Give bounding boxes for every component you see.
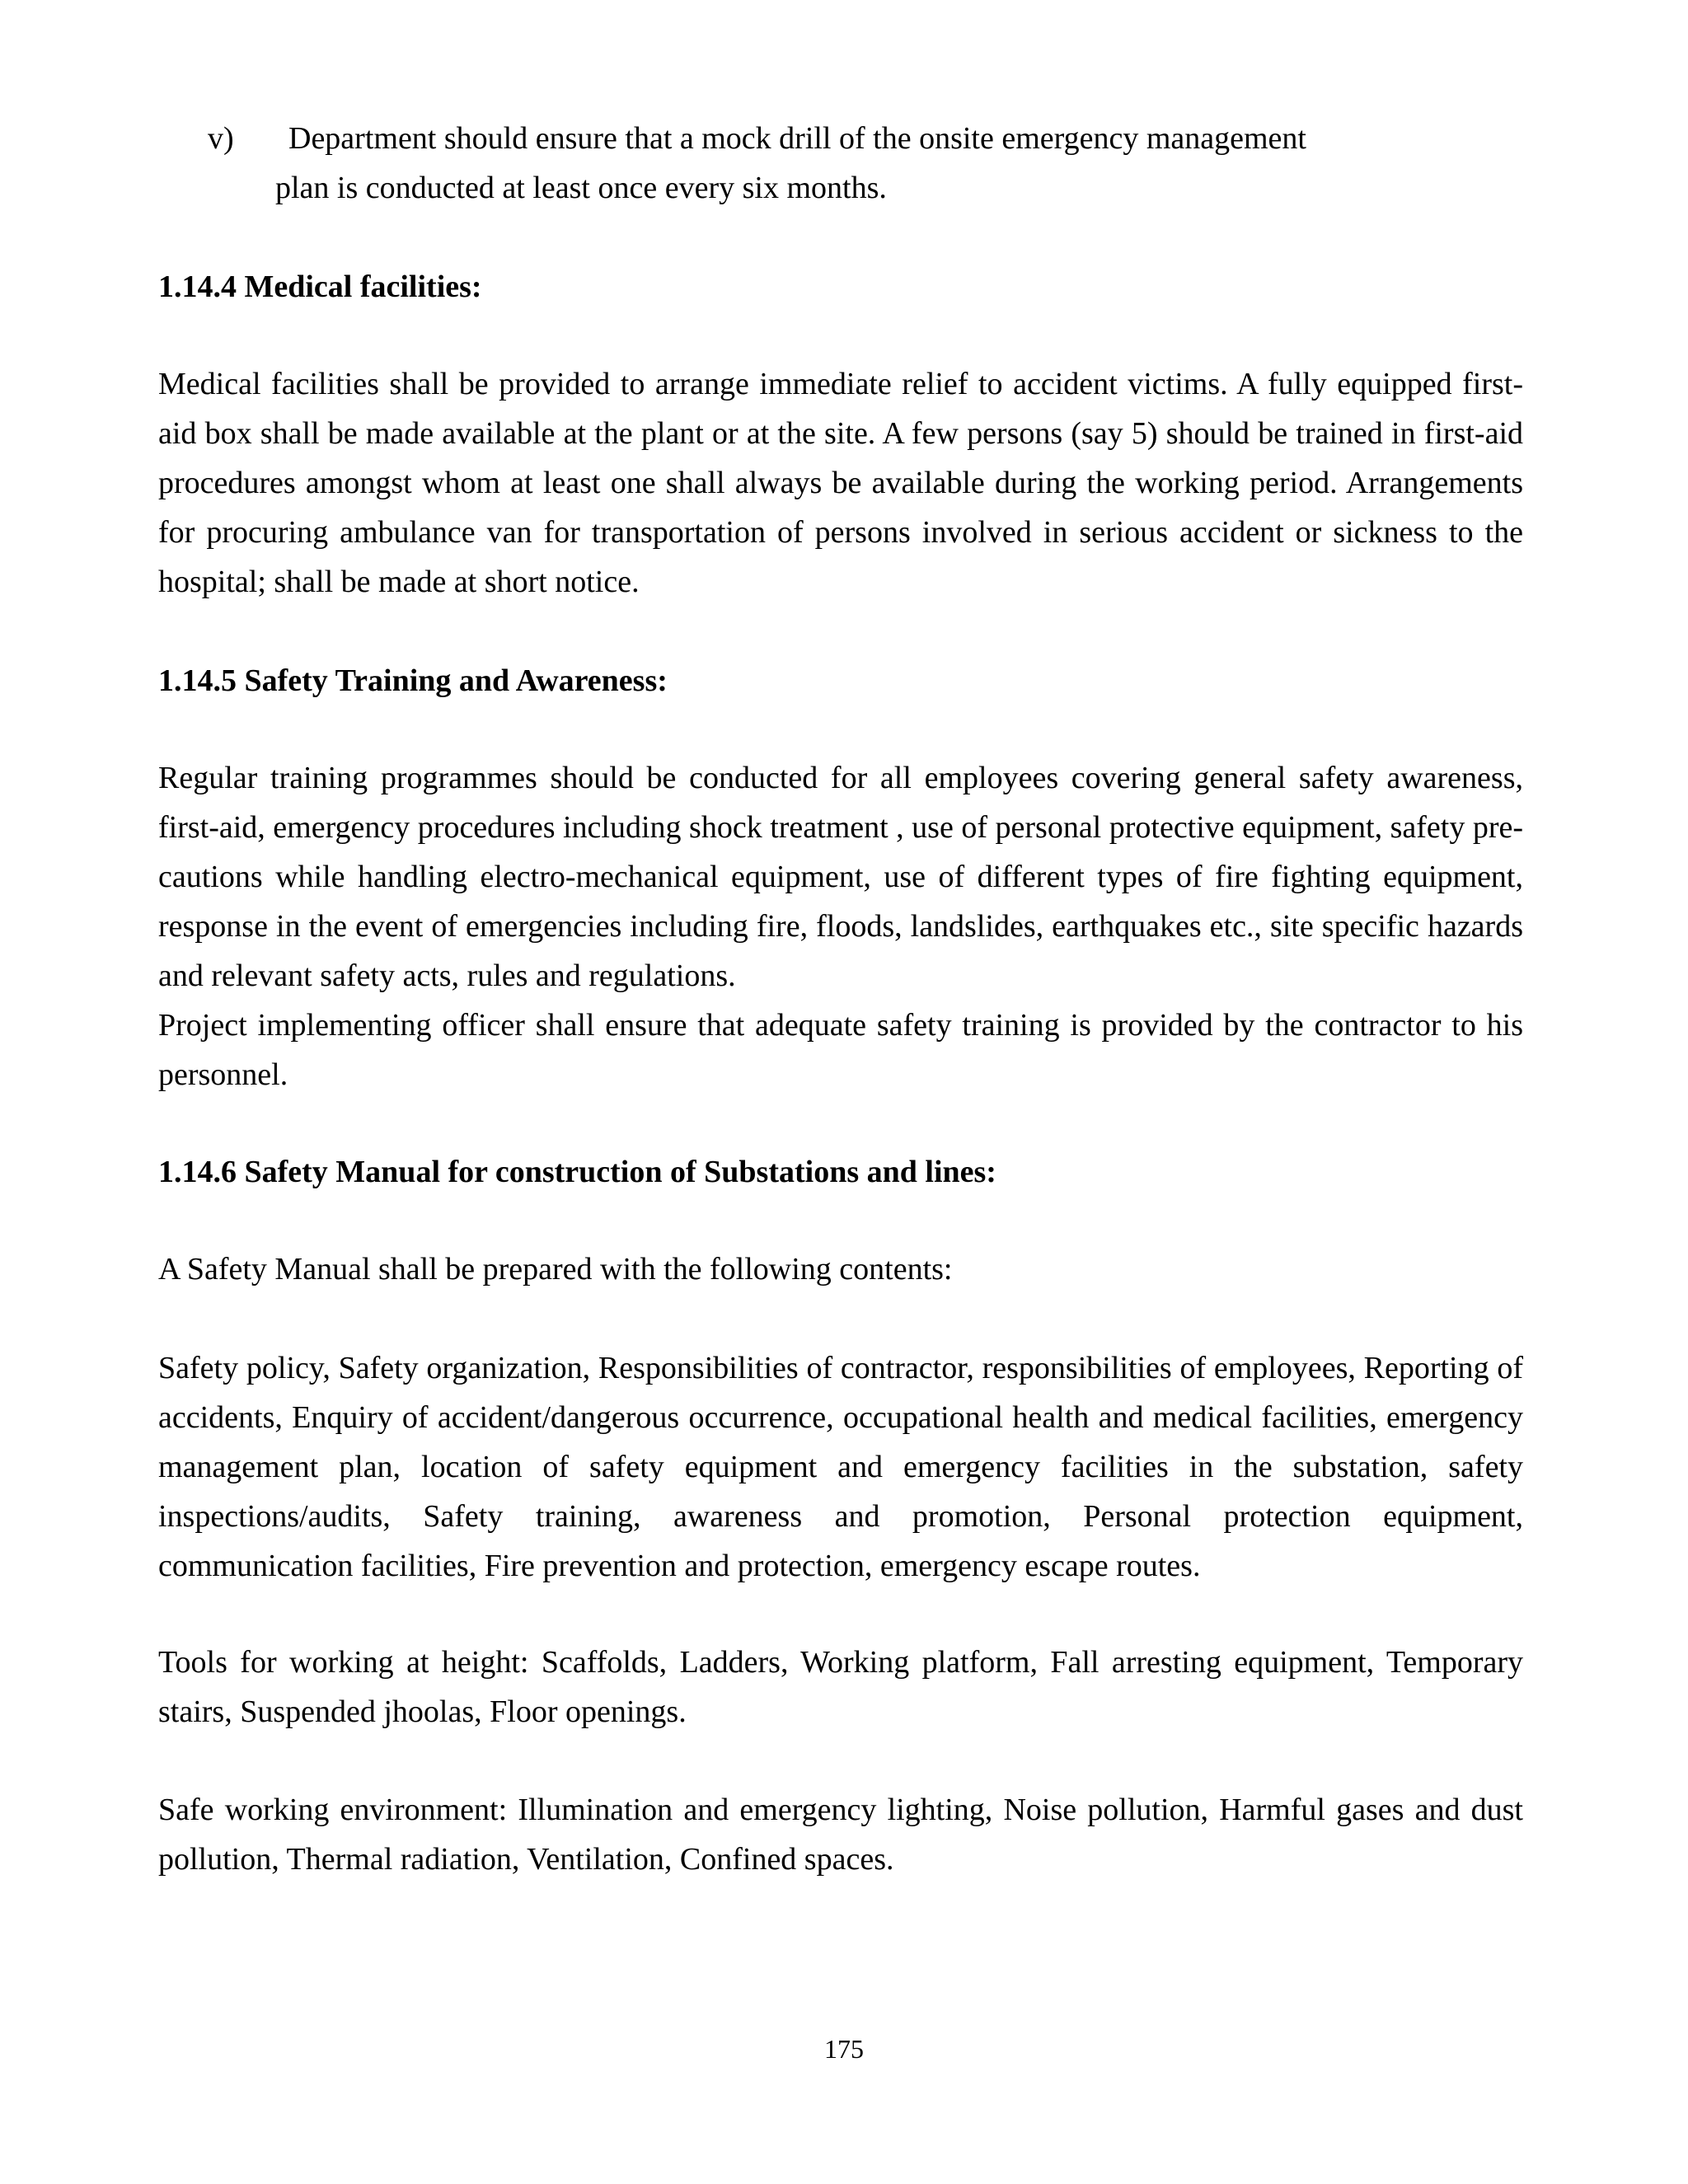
tools-working-height-text: Tools for working at height: Scaffolds, Ladders, Working platform, Fall arresting equipment, Temporary stairs, Suspended jhoolas, Floor openings. (158, 1645, 1523, 1729)
paragraph-safety-training (158, 753, 1523, 1099)
safe-working-environment (158, 1785, 1523, 1884)
paragraph-medical-facilities (158, 359, 1523, 607)
safety-manual-intro-text: A Safety Manual shall be prepared with the following contents: (158, 1252, 953, 1286)
list-item-line-2: plan is conducted at least once every six months. (275, 171, 887, 205)
list-item-text (275, 114, 1436, 213)
heading-medical-facilities: 1.14.4 Medical facilities: (158, 269, 482, 304)
safe-working-environment-text: Safe working environment: Illumination and emergency lighting, Noise pollution, Harmful gases and dust pollution, Thermal radiation, Ventilation, Confined spaces. (158, 1793, 1523, 1877)
safety-training-body-2: Project implementing officer shall ensure that adequate safety training is provided by the contractor to his personnel. (158, 1008, 1523, 1092)
list-item-line-1: Department should ensure that a mock drill of the onsite emergency management (288, 121, 1306, 156)
tools-working-height (158, 1638, 1523, 1736)
heading-safety-training: 1.14.5 Safety Training and Awareness: (158, 663, 668, 698)
page-number: 175 (824, 2034, 864, 2064)
safety-training-body-1: Regular training programmes should be conducted for all employees covering general safety awareness, first-aid, emergency procedures including shock treatment , use of personal protective equipment, safety pre-cautions while handling electro-mechanical equipment, use of different types of fire fighting equipment, response in the event of emergencies including fire, floods, landslides, earthquakes etc., site specific hazards and relevant safety acts, rules and regulations. (158, 761, 1523, 993)
safety-manual-contents-text: Safety policy, Safety organization, Responsibilities of contractor, responsibilities of employees, Reporting of accidents, Enquiry of accident/dangerous occurrence, occupational health and medical facilities, emergency management plan, location of safety equipment and emergency facilities in the substation, safety inspections/audits, Safety training, awareness and promotion, Personal protection equipment, communication facilities, Fire prevention and protection, emergency escape routes. (158, 1351, 1523, 1583)
list-marker: v) (208, 121, 234, 156)
safety-manual-contents (158, 1343, 1523, 1591)
safety-manual-intro (158, 1244, 1523, 1294)
heading-safety-manual: 1.14.6 Safety Manual for construction of Substations and lines: (158, 1155, 996, 1189)
medical-facilities-body: Medical facilities shall be provided to arrange immediate relief to accident victims. A fully equipped first-aid box shall be made available at the plant or at the site. A few persons (say 5) should be trained in first-aid procedures amongst whom at least one shall always be available during the working period. Arrangements for procuring ambulance van for transportation of persons involved in serious accident or sickness to the hospital; shall be made at short notice. (158, 367, 1523, 599)
